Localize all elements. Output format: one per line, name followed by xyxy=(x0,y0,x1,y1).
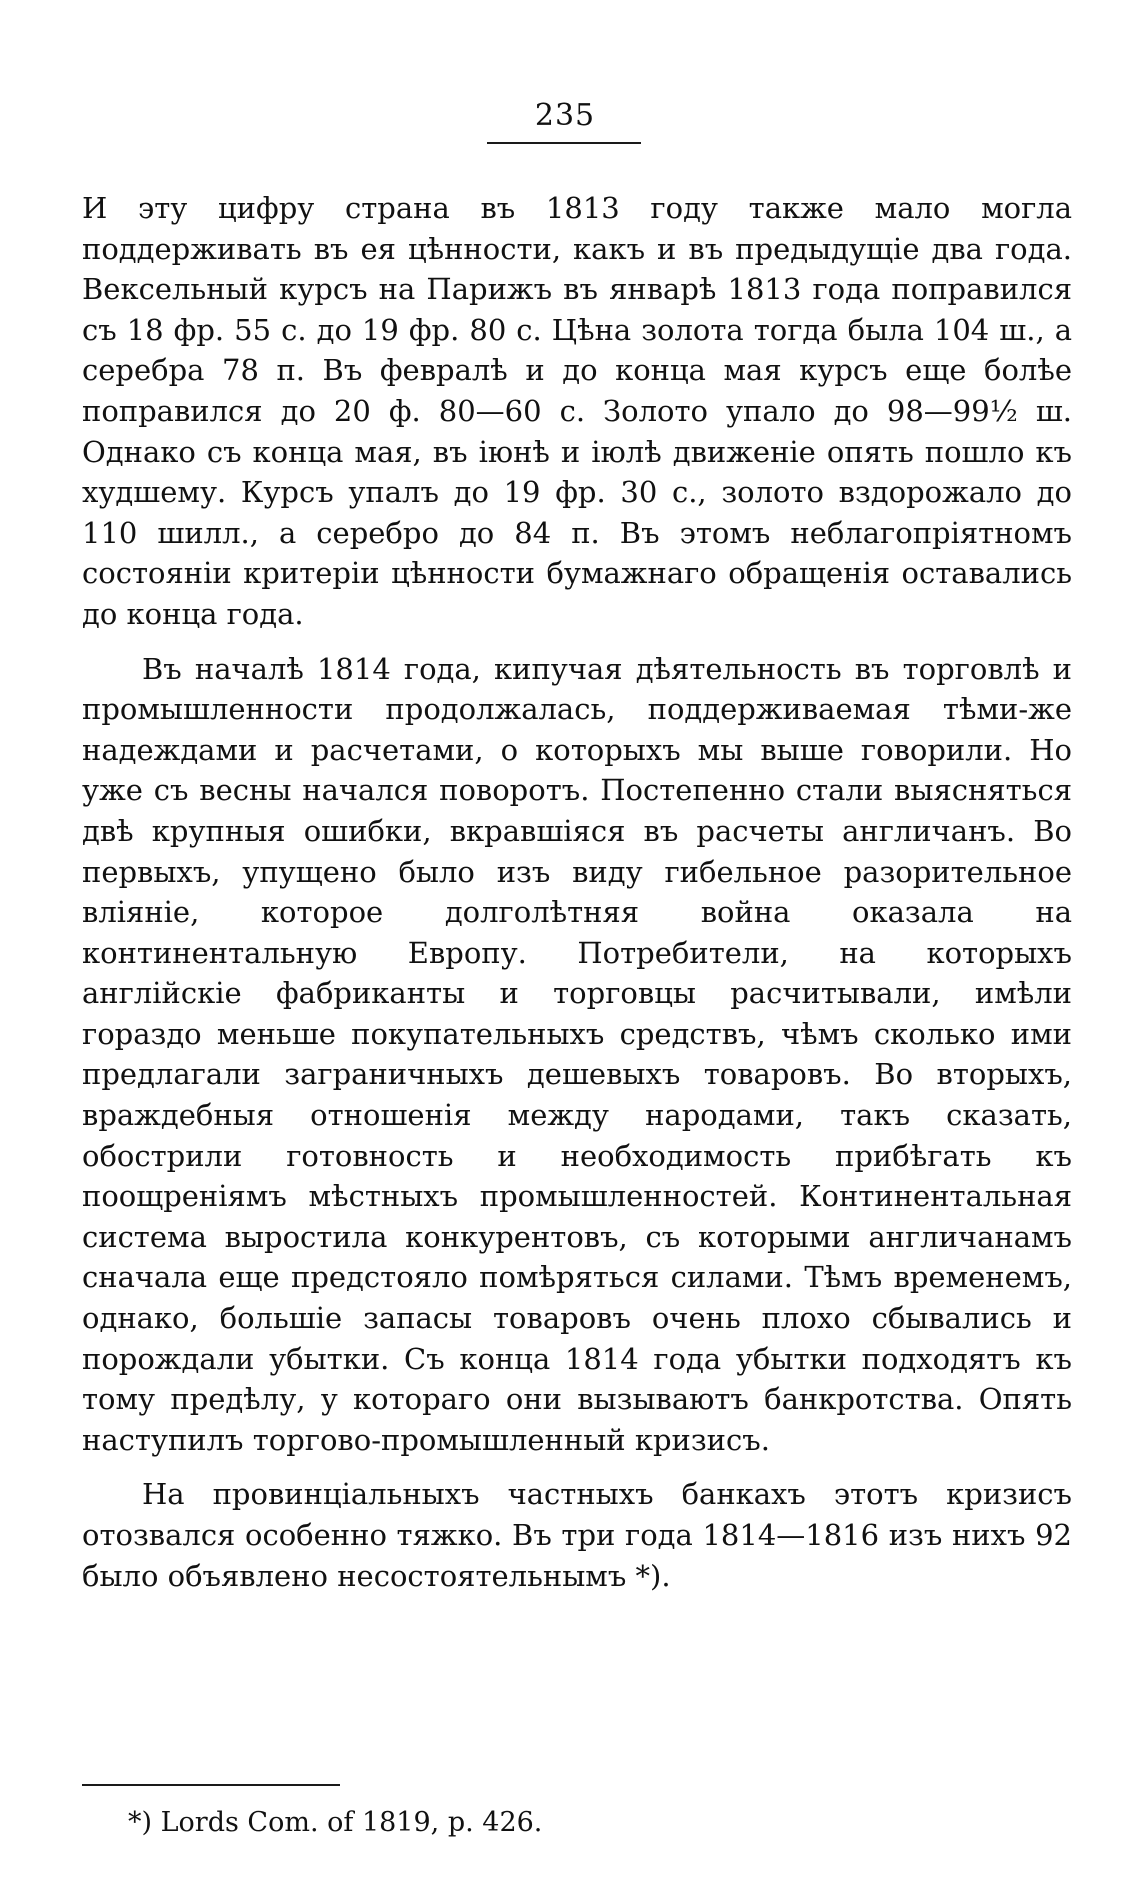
paragraph-3: На провинціальныхъ частныхъ банкахъ этотъ кризисъ отозвался особенно тяжко. Въ три года 1814—1816 изъ нихъ 92 было объявлено несостоятельнымъ *). xyxy=(82,1477,1072,1593)
page-number: 235 xyxy=(534,98,596,133)
footnote-rule xyxy=(82,1784,340,1786)
footnote: *) Lords Com. of 1819, p. 426. xyxy=(128,1807,543,1838)
paragraph-2: Въ началѣ 1814 года, кипучая дѣятельность въ торговлѣ и промышленности продолжалась, поддерживаемая тѣми-же надеждами и расчетами, о которыхъ мы выше говорили. Но уже съ весны начался поворотъ. Постепенно стали выясняться двѣ крупныя ошибки, вкравшіяся въ расчеты англичанъ. Во первыхъ, упущено было изъ виду гибельное разорительное вліяніе, которое долголѣтняя война оказала на континентальную Европу. Потребители, на которыхъ англійскіе фабриканты и торговцы расчитывали, имѣли гораздо меньше покупательныхъ средствъ, чѣмъ сколько ими предлагали заграничныхъ дешевыхъ товаровъ. Во вторыхъ, враждебныя отношенія между народами, такъ сказать, обострили готовность и необходимость прибѣгать къ поощреніямъ мѣстныхъ промышленностей. Континентальная система выростила конкурентовъ, съ которыми англичанамъ сначала еще предстояло помѣряться силами. Тѣмъ временемъ, однако, большіе запасы товаровъ очень плохо сбывались и порождали убытки. Съ конца 1814 года убытки подходятъ къ тому предѣлу, у котораго они вызываютъ банкротства. Опять наступилъ торгово-промышленный кризисъ. xyxy=(82,651,1072,1457)
page-number-rule xyxy=(487,142,641,144)
paragraph-1: И эту цифру страна въ 1813 году также мало могла поддерживать въ ея цѣнности, какъ и въ предыдущіе два года. Вексельный курсъ на Парижъ въ январѣ 1813 года поправился съ 18 фр. 55 с. до 19 фр. 80 с. Цѣна золота тогда была 104 ш., а серебра 78 п. Въ февралѣ и до конца мая курсъ еще болѣе поправился до 20 ф. 80—60 с. Золото упало до 98—99½ ш. Однако съ конца мая, въ іюнѣ и іюлѣ движеніе опять пошло къ худшему. Курсъ упалъ до 19 фр. 30 с., золото вздорожало до 110 шилл., а серебро до 84 п. Въ этомъ неблагопріятномъ состояніи критеріи цѣнности бумажнаго обращенія оставались до конца года. xyxy=(82,191,1072,631)
body-text xyxy=(82,188,1072,1610)
